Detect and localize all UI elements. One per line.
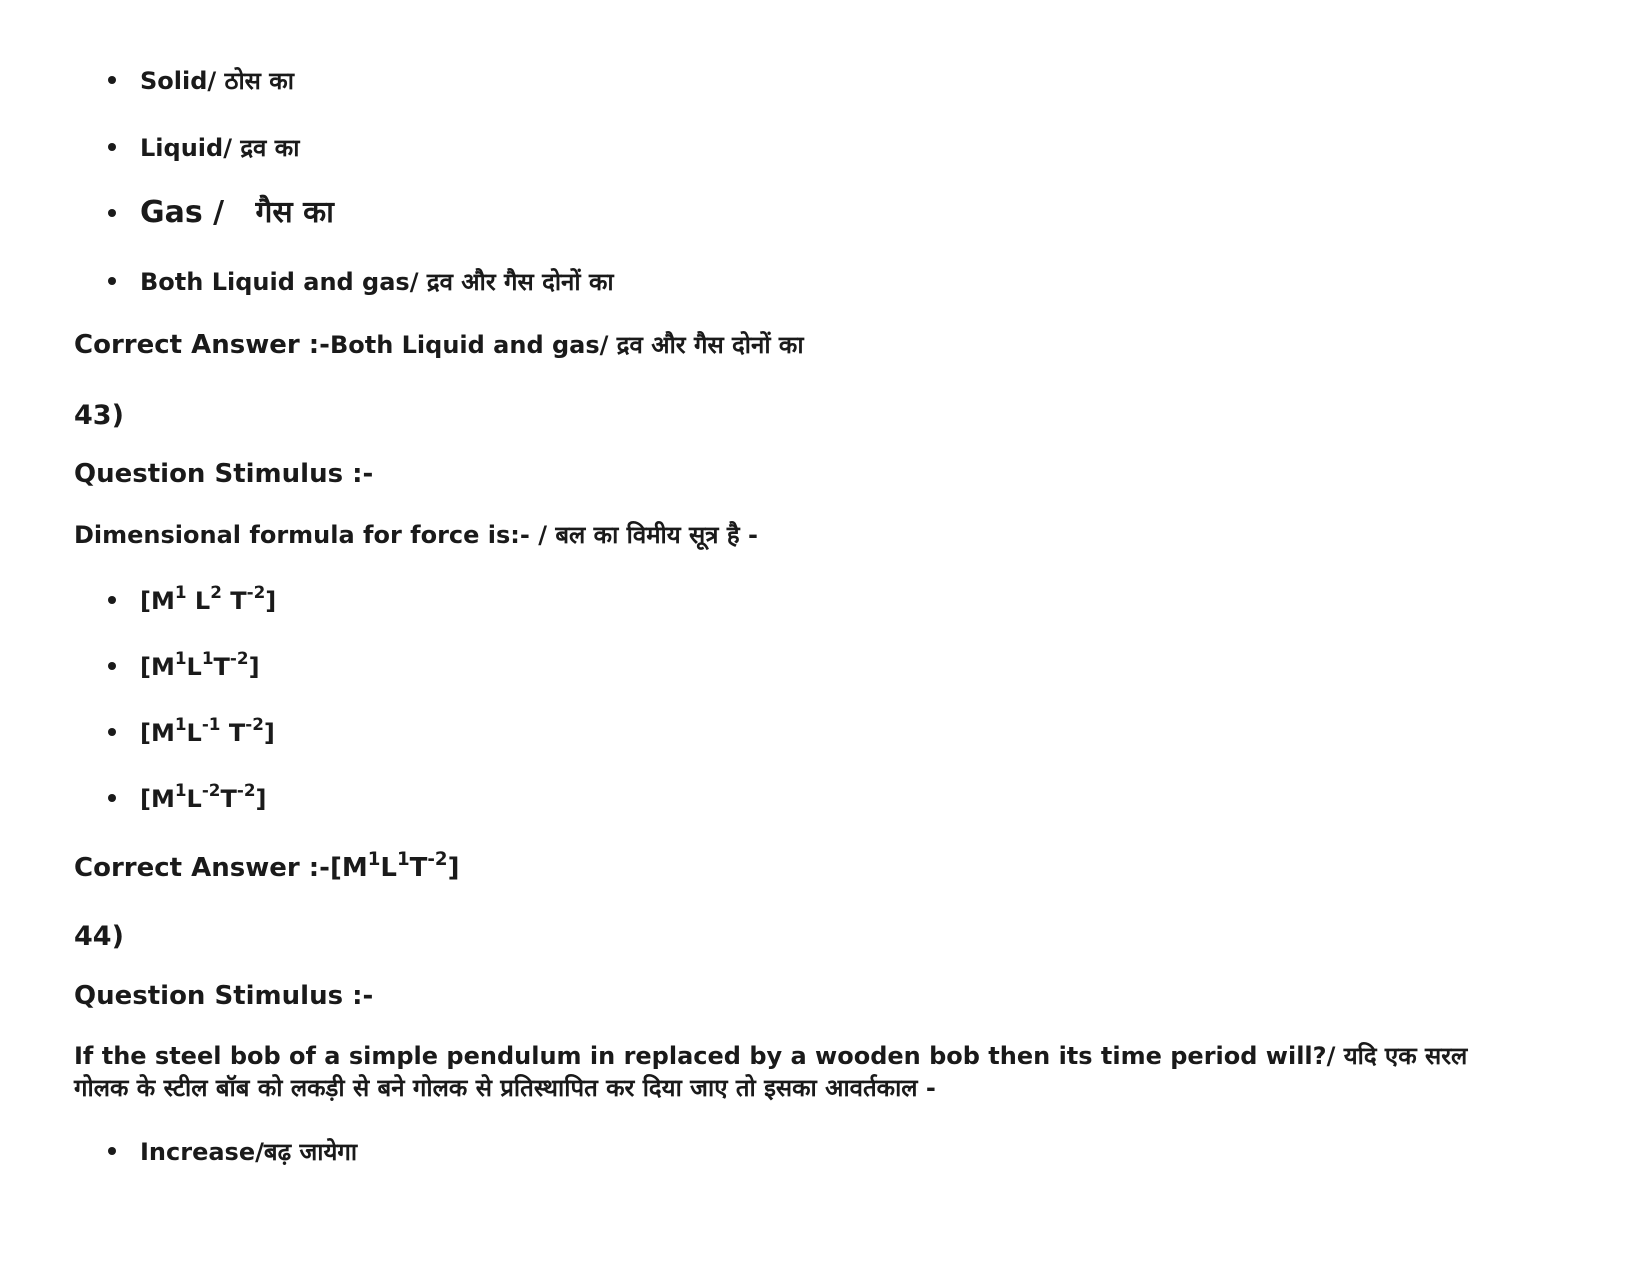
formula-base: L	[186, 653, 202, 681]
bullet-icon	[108, 596, 116, 604]
question-number: 44)	[74, 921, 124, 952]
formula-base: ]	[263, 719, 275, 747]
option-item	[108, 648, 260, 682]
formula-exponent: -2	[245, 714, 264, 735]
formula-base: ]	[447, 853, 460, 883]
option-item	[108, 195, 334, 230]
option-text: Gas / गैस का	[140, 195, 334, 230]
question-number: 43)	[74, 400, 124, 431]
formula-base: ]	[255, 785, 267, 813]
option-item	[108, 582, 277, 616]
formula-exponent: 1	[367, 848, 381, 870]
correct-answer	[74, 330, 804, 360]
formula-base: [M	[140, 587, 175, 615]
formula	[140, 648, 260, 681]
formula-exponent: -2	[229, 648, 249, 669]
question-stimulus-label: Question Stimulus :-	[74, 459, 374, 489]
option-text: Both Liquid and gas/ द्रव और गैस दोनों का	[140, 268, 614, 296]
formula-exponent: -1	[201, 714, 221, 735]
formula-base: T	[220, 719, 246, 747]
formula-base: [M	[140, 719, 175, 747]
formula-exponent: 1	[174, 582, 187, 603]
formula-exponent: 1	[174, 714, 187, 735]
bullet-icon	[108, 662, 116, 670]
question-stimulus-label: Question Stimulus :-	[74, 981, 374, 1011]
option-text: Solid/ ठोस का	[140, 67, 294, 95]
correct-answer	[74, 848, 460, 883]
formula-exponent: 1	[396, 848, 410, 870]
formula-exponent: 2	[210, 582, 222, 603]
bullet-icon	[108, 209, 116, 217]
formula-base: T	[409, 853, 428, 883]
option-text: Increase/बढ़ जायेगा	[140, 1138, 358, 1166]
formula-exponent: -2	[246, 582, 266, 603]
formula-base: L	[380, 853, 397, 883]
bullet-icon	[108, 728, 116, 736]
formula-base: L	[186, 587, 211, 615]
option-item	[108, 267, 614, 297]
formula-exponent: -2	[427, 848, 448, 870]
formula-base: [M	[140, 785, 175, 813]
formula-exponent: 1	[201, 648, 214, 669]
correct-answer-label: Correct Answer :-	[74, 853, 330, 883]
question-text: Dimensional formula for force is:- / बल का विमीय सूत्र है -	[74, 521, 758, 549]
formula-base: ]	[248, 653, 260, 681]
formula-base: T	[220, 785, 237, 813]
bullet-icon	[108, 143, 116, 151]
formula	[140, 582, 277, 615]
formula	[329, 848, 460, 883]
formula-base: L	[186, 719, 202, 747]
bullet-icon	[108, 76, 116, 84]
option-item	[108, 714, 275, 748]
formula-base: [M	[329, 853, 368, 883]
formula	[140, 780, 267, 813]
correct-answer-value: Both Liquid and gas/ द्रव और गैस दोनों का	[329, 331, 804, 359]
question-text-line: If the steel bob of a simple pendulum in replaced by a wooden bob then its time period will?/ यदि एक सरल	[74, 1042, 1468, 1070]
option-text: Liquid/ द्रव का	[140, 134, 300, 162]
question-text-line: गोलक के स्टील बॉब को लकड़ी से बने गोलक से प्रतिस्थापित कर दिया जाए तो इसका आवर्तकाल -	[74, 1074, 936, 1102]
correct-answer-label: Correct Answer :-	[74, 330, 330, 360]
option-item	[108, 1137, 357, 1167]
formula	[140, 714, 275, 747]
option-item	[108, 780, 267, 814]
bullet-icon	[108, 794, 116, 802]
formula-base: T	[213, 653, 230, 681]
formula-base: L	[186, 785, 202, 813]
formula-exponent: 1	[174, 780, 187, 801]
option-item	[108, 66, 294, 96]
formula-exponent: -2	[236, 780, 256, 801]
formula-exponent: -2	[201, 780, 221, 801]
question-text	[74, 1040, 1544, 1104]
bullet-icon	[108, 277, 116, 285]
formula-base: [M	[140, 653, 175, 681]
formula-base: T	[221, 587, 247, 615]
option-item	[108, 133, 299, 163]
bullet-icon	[108, 1147, 116, 1155]
formula-exponent: 1	[174, 648, 187, 669]
formula-base: ]	[265, 587, 277, 615]
